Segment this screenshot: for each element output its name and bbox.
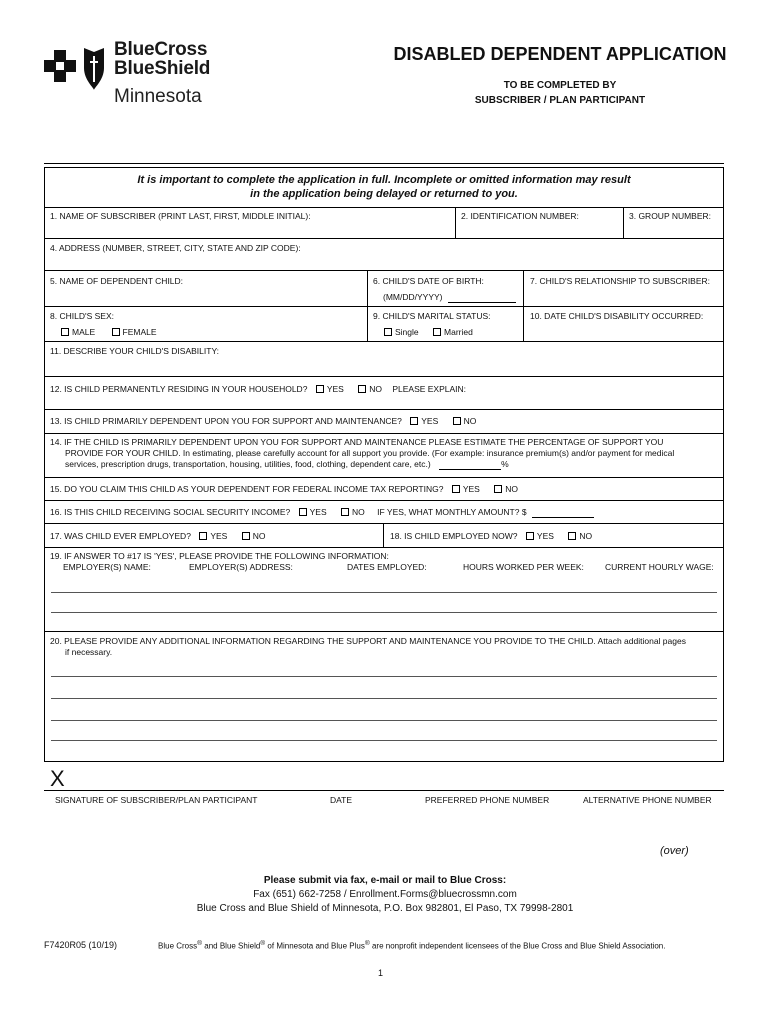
q19-col-dates-employed: DATES EMPLOYED: bbox=[347, 562, 427, 572]
row-19 bbox=[45, 548, 723, 632]
alternative-phone-label: ALTERNATIVE PHONE NUMBER bbox=[583, 795, 712, 805]
q3-group-number-field[interactable] bbox=[623, 208, 723, 238]
q15-no-checkbox[interactable] bbox=[494, 485, 502, 493]
q13-yes-label: YES bbox=[421, 416, 439, 426]
q2-id-number-field[interactable] bbox=[455, 208, 623, 238]
submit-heading: Please submit via fax, e-mail or mail to Blue Cross: bbox=[263, 875, 507, 886]
married-checkbox[interactable] bbox=[433, 328, 441, 336]
q18-no-checkbox[interactable] bbox=[568, 532, 576, 540]
q6-dob-blank[interactable] bbox=[448, 302, 516, 303]
brand-logo bbox=[44, 40, 224, 110]
q9-marital-field bbox=[367, 307, 523, 341]
signature-mark: X bbox=[50, 766, 65, 791]
single-checkbox[interactable] bbox=[384, 328, 392, 336]
q14-percent-sign: % bbox=[501, 459, 509, 469]
form-id: F7420R05 (10/19) bbox=[44, 940, 118, 950]
notice-line-1: It is important to complete the application in full. Incomplete or omitted information may result bbox=[137, 174, 631, 186]
q8-label: 8. CHILD'S SEX: bbox=[50, 311, 114, 321]
q20-answer-line-2[interactable] bbox=[51, 698, 717, 699]
q2-label: 2. IDENTIFICATION NUMBER: bbox=[461, 211, 579, 221]
male-checkbox[interactable] bbox=[61, 328, 69, 336]
q6-label: 6. CHILD'S DATE OF BIRTH: bbox=[373, 276, 484, 286]
q7-relationship-field[interactable] bbox=[523, 271, 723, 306]
page-number: 1 bbox=[378, 968, 384, 978]
row-16 bbox=[45, 501, 723, 524]
q12-label: 12. IS CHILD PERMANENTLY RESIDING IN YOUR HOUSEHOLD? bbox=[50, 384, 308, 394]
signature-date-label: DATE bbox=[330, 795, 353, 805]
q17-no-label: NO bbox=[252, 531, 266, 541]
female-checkbox[interactable] bbox=[112, 328, 120, 336]
licensee-disclaimer: Blue Cross® and Blue Shield® of Minnesota and Blue Plus® are nonprofit independent licensees of the Blue Cross and Blue Shield Association. bbox=[158, 940, 666, 951]
over-note: (over) bbox=[660, 845, 689, 857]
document-subtitle bbox=[420, 78, 700, 108]
q16-yes-label: YES bbox=[309, 507, 327, 517]
q16-amount-blank[interactable] bbox=[532, 517, 594, 518]
q13-label: 13. IS CHILD PRIMARILY DEPENDENT UPON YOU FOR SUPPORT AND MAINTENANCE? bbox=[50, 416, 402, 426]
q19-col-employer-address: EMPLOYER(S) ADDRESS: bbox=[189, 562, 293, 572]
application-form bbox=[44, 167, 724, 762]
q15-label: 15. DO YOU CLAIM THIS CHILD AS YOUR DEPENDENT FOR FEDERAL INCOME TAX REPORTING? bbox=[50, 484, 444, 494]
q6-dob-field[interactable] bbox=[367, 271, 523, 306]
q19-col-hours-per-week: HOURS WORKED PER WEEK: bbox=[463, 562, 584, 572]
q18-yes-checkbox[interactable] bbox=[526, 532, 534, 540]
row-13 bbox=[45, 410, 723, 434]
header-divider bbox=[44, 163, 724, 164]
q20-answer-line-4[interactable] bbox=[51, 740, 717, 741]
q20-line-1: 20. PLEASE PROVIDE ANY ADDITIONAL INFORMATION REGARDING THE SUPPORT AND MAINTENANCE YOU PROVIDE TO THE CHILD. Attach additional pages bbox=[50, 636, 686, 646]
q13-no-label: NO bbox=[463, 416, 477, 426]
document-title: DISABLED DEPENDENT APPLICATION bbox=[393, 44, 727, 64]
q13-no-checkbox[interactable] bbox=[453, 417, 461, 425]
q1-subscriber-name-field[interactable]: 1. NAME OF SUBSCRIBER (PRINT LAST, FIRST, MIDDLE INITIAL): bbox=[50, 211, 311, 221]
q14-line-3: services, prescription drugs, transportation, housing, utilities, food, clothing, dependent care, etc.) bbox=[65, 459, 431, 469]
q19-answer-line-2[interactable] bbox=[51, 612, 717, 613]
brand-state: Minnesota bbox=[114, 86, 202, 107]
subtitle-line-2: SUBSCRIBER / PLAN PARTICIPANT bbox=[474, 95, 646, 106]
q18-yes-label: YES bbox=[536, 531, 554, 541]
q19-label: 19. IF ANSWER TO #17 IS 'YES', PLEASE PROVIDE THE FOLLOWING INFORMATION: bbox=[50, 551, 389, 561]
q7-label: 7. CHILD'S RELATIONSHIP TO SUBSCRIBER: bbox=[530, 276, 711, 286]
q12-no-label: NO bbox=[369, 384, 382, 394]
row-15 bbox=[45, 478, 723, 501]
row-1 bbox=[45, 208, 723, 239]
q12-yes-label: YES bbox=[326, 384, 344, 394]
q20-line-2: if necessary. bbox=[65, 647, 113, 657]
q8-options bbox=[55, 327, 157, 338]
q12-explain-label: PLEASE EXPLAIN: bbox=[392, 384, 467, 394]
q18-no-label: NO bbox=[579, 531, 593, 541]
signature-line[interactable] bbox=[44, 790, 724, 791]
q15-yes-checkbox[interactable] bbox=[452, 485, 460, 493]
q16-label: 16. IS THIS CHILD RECEIVING SOCIAL SECURITY INCOME? bbox=[50, 507, 291, 517]
signature-subscriber-label: SIGNATURE OF SUBSCRIBER/PLAN PARTICIPANT bbox=[55, 795, 258, 805]
row-11 bbox=[45, 342, 723, 377]
male-label: MALE bbox=[72, 327, 96, 337]
contact-line: Fax (651) 662-7258 / Enrollment.Forms@bluecrossmn.com bbox=[253, 889, 517, 900]
mailing-address: Blue Cross and Blue Shield of Minnesota, P.O. Box 982801, El Paso, TX 79998-2801 bbox=[196, 903, 574, 914]
q17-yes-label: YES bbox=[210, 531, 228, 541]
preferred-phone-label: PREFERRED PHONE NUMBER bbox=[425, 795, 550, 805]
q14-line-2: PROVIDE FOR YOUR CHILD. In estimating, please carefully account for all support you provide. (For example: insurance premium(s) and/or payment for medical bbox=[65, 448, 675, 458]
q19-col-hourly-wage: CURRENT HOURLY WAGE: bbox=[605, 562, 714, 572]
brand-line-2: BlueShield bbox=[114, 58, 211, 79]
q16-no-label: NO bbox=[352, 507, 365, 517]
q20-answer-line-3[interactable] bbox=[51, 720, 717, 721]
q6-format: (MM/DD/YYYY) bbox=[383, 292, 443, 302]
q16-yes-checkbox[interactable] bbox=[299, 508, 307, 516]
notice-line-2: in the application being delayed or returned to you. bbox=[250, 188, 518, 200]
q17-no-checkbox[interactable] bbox=[242, 532, 250, 540]
q10-label: 10. DATE CHILD'S DISABILITY OCCURRED: bbox=[530, 311, 704, 321]
row-5 bbox=[45, 271, 723, 307]
q14-percent-blank[interactable] bbox=[439, 469, 501, 470]
female-label: FEMALE bbox=[122, 327, 157, 337]
q12-yes-checkbox[interactable] bbox=[316, 385, 324, 393]
q5-dependent-name-field[interactable]: 5. NAME OF DEPENDENT CHILD: bbox=[50, 276, 184, 286]
q19-col-employer-name: EMPLOYER(S) NAME: bbox=[63, 562, 151, 572]
subtitle-line-1: TO BE COMPLETED BY bbox=[503, 80, 617, 91]
q4-address-field[interactable]: 4. ADDRESS (NUMBER, STREET, CITY, STATE AND ZIP CODE): bbox=[50, 243, 301, 253]
row-14 bbox=[45, 434, 723, 478]
q15-yes-label: YES bbox=[462, 484, 480, 494]
q13-yes-checkbox[interactable] bbox=[410, 417, 418, 425]
q14-line-1: 14. IF THE CHILD IS PRIMARILY DEPENDENT UPON YOU FOR SUPPORT AND MAINTENANCE PLEASE ESTIMATE THE PERCENTAGE OF SUPPORT YOU bbox=[50, 437, 664, 447]
q9-label: 9. CHILD'S MARITAL STATUS: bbox=[373, 311, 491, 321]
row-20 bbox=[45, 632, 723, 761]
row-8 bbox=[45, 307, 723, 342]
form-notice bbox=[45, 173, 723, 201]
q15-no-label: NO bbox=[505, 484, 518, 494]
q17-label: 17. WAS CHILD EVER EMPLOYED? bbox=[50, 531, 191, 541]
single-label: Single bbox=[395, 327, 419, 337]
row-12 bbox=[45, 377, 723, 410]
q12-no-checkbox[interactable] bbox=[358, 385, 366, 393]
q3-label: 3. GROUP NUMBER: bbox=[629, 211, 712, 221]
q16-no-checkbox[interactable] bbox=[341, 508, 349, 516]
q16-amount-label: IF YES, WHAT MONTHLY AMOUNT? $ bbox=[377, 507, 527, 517]
q20-answer-line-1[interactable] bbox=[51, 676, 717, 677]
q19-answer-line-1[interactable] bbox=[51, 592, 717, 593]
q11-disability-field[interactable]: 11. DESCRIBE YOUR CHILD'S DISABILITY: bbox=[50, 346, 219, 356]
married-label: Married bbox=[444, 327, 473, 337]
row-4 bbox=[45, 239, 723, 271]
notice-row bbox=[45, 168, 723, 208]
q17-yes-checkbox[interactable] bbox=[199, 532, 207, 540]
brand-line-1: BlueCross bbox=[114, 39, 208, 60]
row-17-18 bbox=[45, 524, 723, 548]
q10-disability-date-field[interactable] bbox=[523, 307, 723, 341]
bluecross-blueshield-logo-icon bbox=[44, 46, 108, 94]
q18-label: 18. IS CHILD EMPLOYED NOW? bbox=[390, 531, 518, 541]
